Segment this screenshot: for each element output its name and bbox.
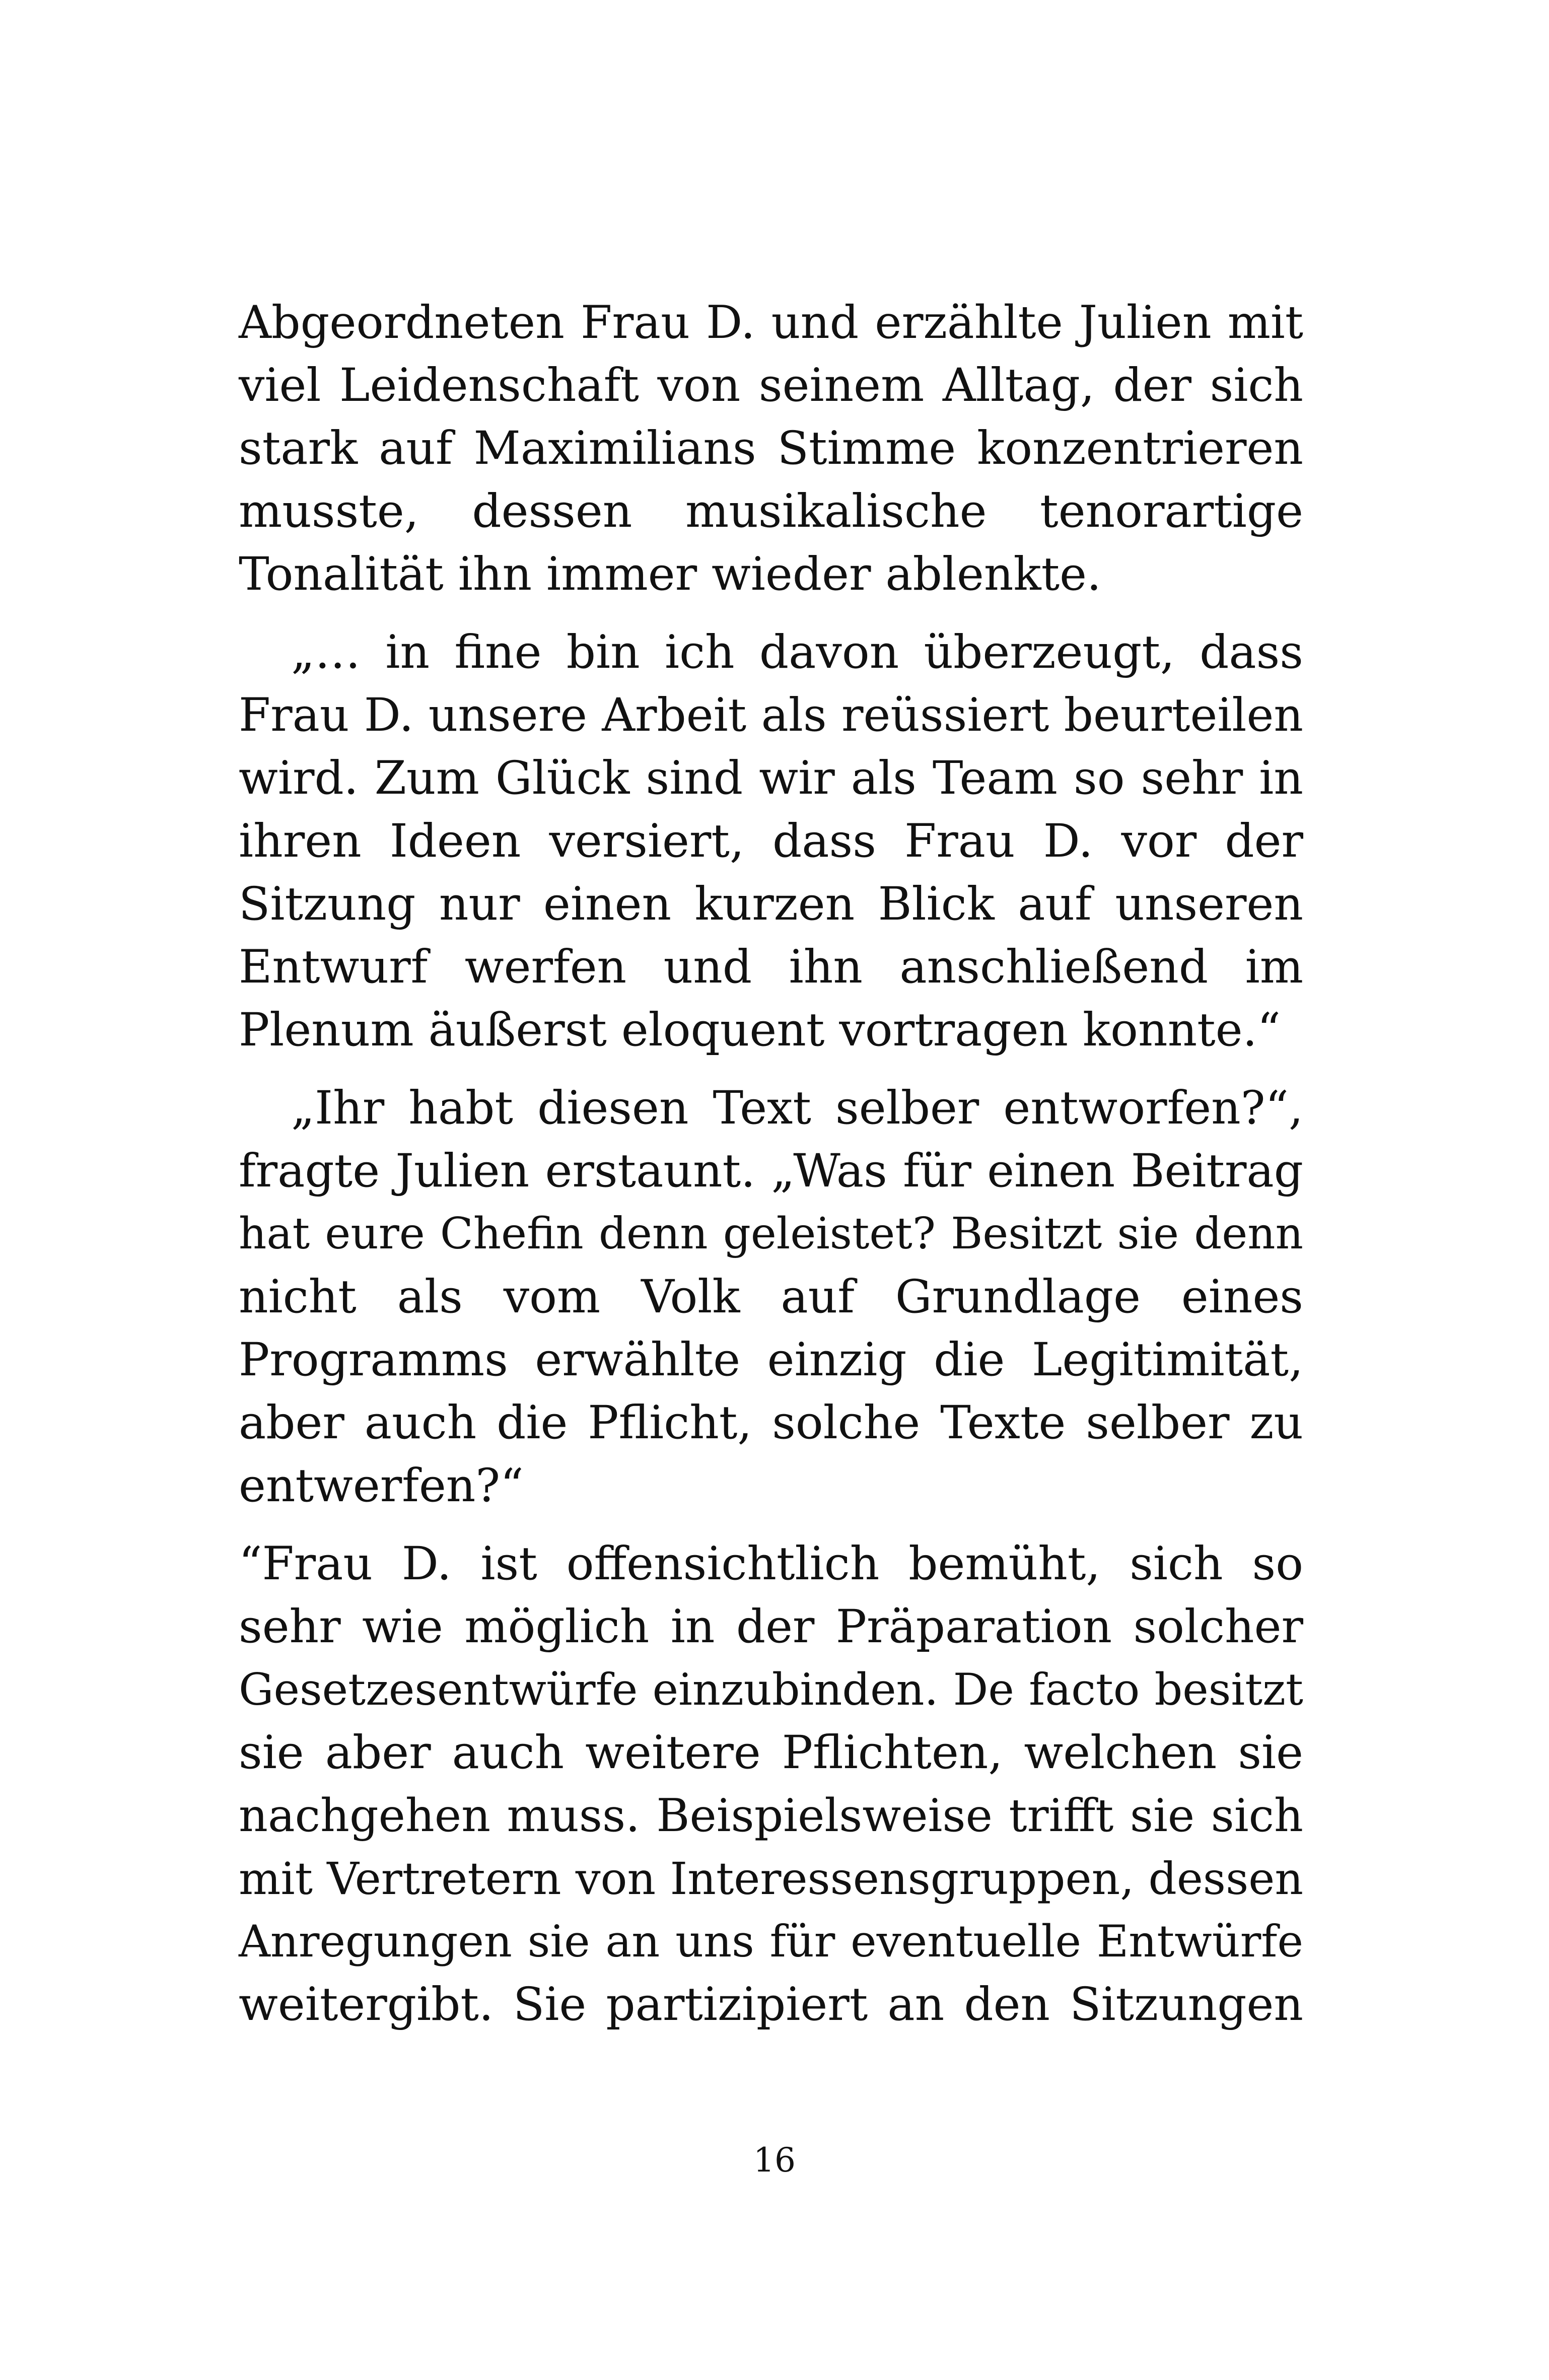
- text-line: „Ihr habt diesen Text selber entworfen?“,: [291, 1082, 1303, 1135]
- text-line: Frau D. unsere Arbeit als reüssiert beurteilen: [239, 689, 1303, 742]
- text-line: Anregungen sie an uns für eventuelle Entwürfe: [239, 1916, 1303, 1967]
- text-line: aber auch die Pflicht, solche Texte selber zu: [239, 1396, 1303, 1449]
- text-line: entwerfen?“: [239, 1459, 524, 1512]
- text-line: Sitzung nur einen kurzen Blick auf unseren: [239, 878, 1303, 931]
- text-line: sie aber auch weitere Pflichten, welchen sie: [239, 1726, 1303, 1779]
- text-line: “Frau D. ist offensichtlich bemüht, sich so: [239, 1537, 1303, 1590]
- text-line: Gesetzesentwürfe einzubinden. De facto besitzt: [239, 1664, 1303, 1715]
- text-line: viel Leidenschaft von seinem Alltag, der sich: [239, 359, 1303, 412]
- text-line: sehr wie möglich in der Präparation solcher: [239, 1600, 1303, 1653]
- text-line: Entwurf werfen und ihn anschließend im: [239, 941, 1303, 994]
- text-line: Abgeordneten Frau D. und erzählte Julien mit: [239, 296, 1303, 349]
- body-text: [239, 291, 1303, 2051]
- paragraph-3: [239, 1077, 1303, 1517]
- paragraph-4: [239, 1532, 1303, 2036]
- text-line: wird. Zum Glück sind wir als Team so sehr in: [239, 752, 1303, 805]
- text-line: Programms erwählte einzig die Legitimität,: [239, 1334, 1303, 1386]
- text-line: ihren Ideen versiert, dass Frau D. vor der: [239, 815, 1303, 868]
- text-line: Tonalität ihn immer wieder ablenkte.: [239, 548, 1101, 601]
- paragraph-2: [239, 621, 1303, 1062]
- text-line: stark auf Maximilians Stimme konzentrieren: [239, 422, 1303, 475]
- text-line: weitergibt. Sie partizipiert an den Sitzungen: [239, 1978, 1303, 2031]
- text-line: mit Vertretern von Interessensgruppen, dessen: [239, 1853, 1303, 1905]
- paragraph-1: [239, 291, 1303, 606]
- text-line: nicht als vom Volk auf Grundlage eines: [239, 1271, 1303, 1323]
- text-line: fragte Julien erstaunt. „Was für einen Beitrag: [239, 1145, 1303, 1198]
- text-line: „… in fine bin ich davon überzeugt, dass: [291, 626, 1303, 679]
- page-number: 16: [753, 2141, 796, 2180]
- text-line: musste, dessen musikalische tenorartige: [239, 485, 1303, 538]
- text-line: Plenum äußerst eloquent vortragen konnte.“: [239, 1004, 1281, 1057]
- text-line: nachgehen muss. Beispielsweise trifft sie sich: [239, 1789, 1303, 1842]
- text-line: hat eure Chefin denn geleistet? Besitzt sie denn: [239, 1209, 1303, 1259]
